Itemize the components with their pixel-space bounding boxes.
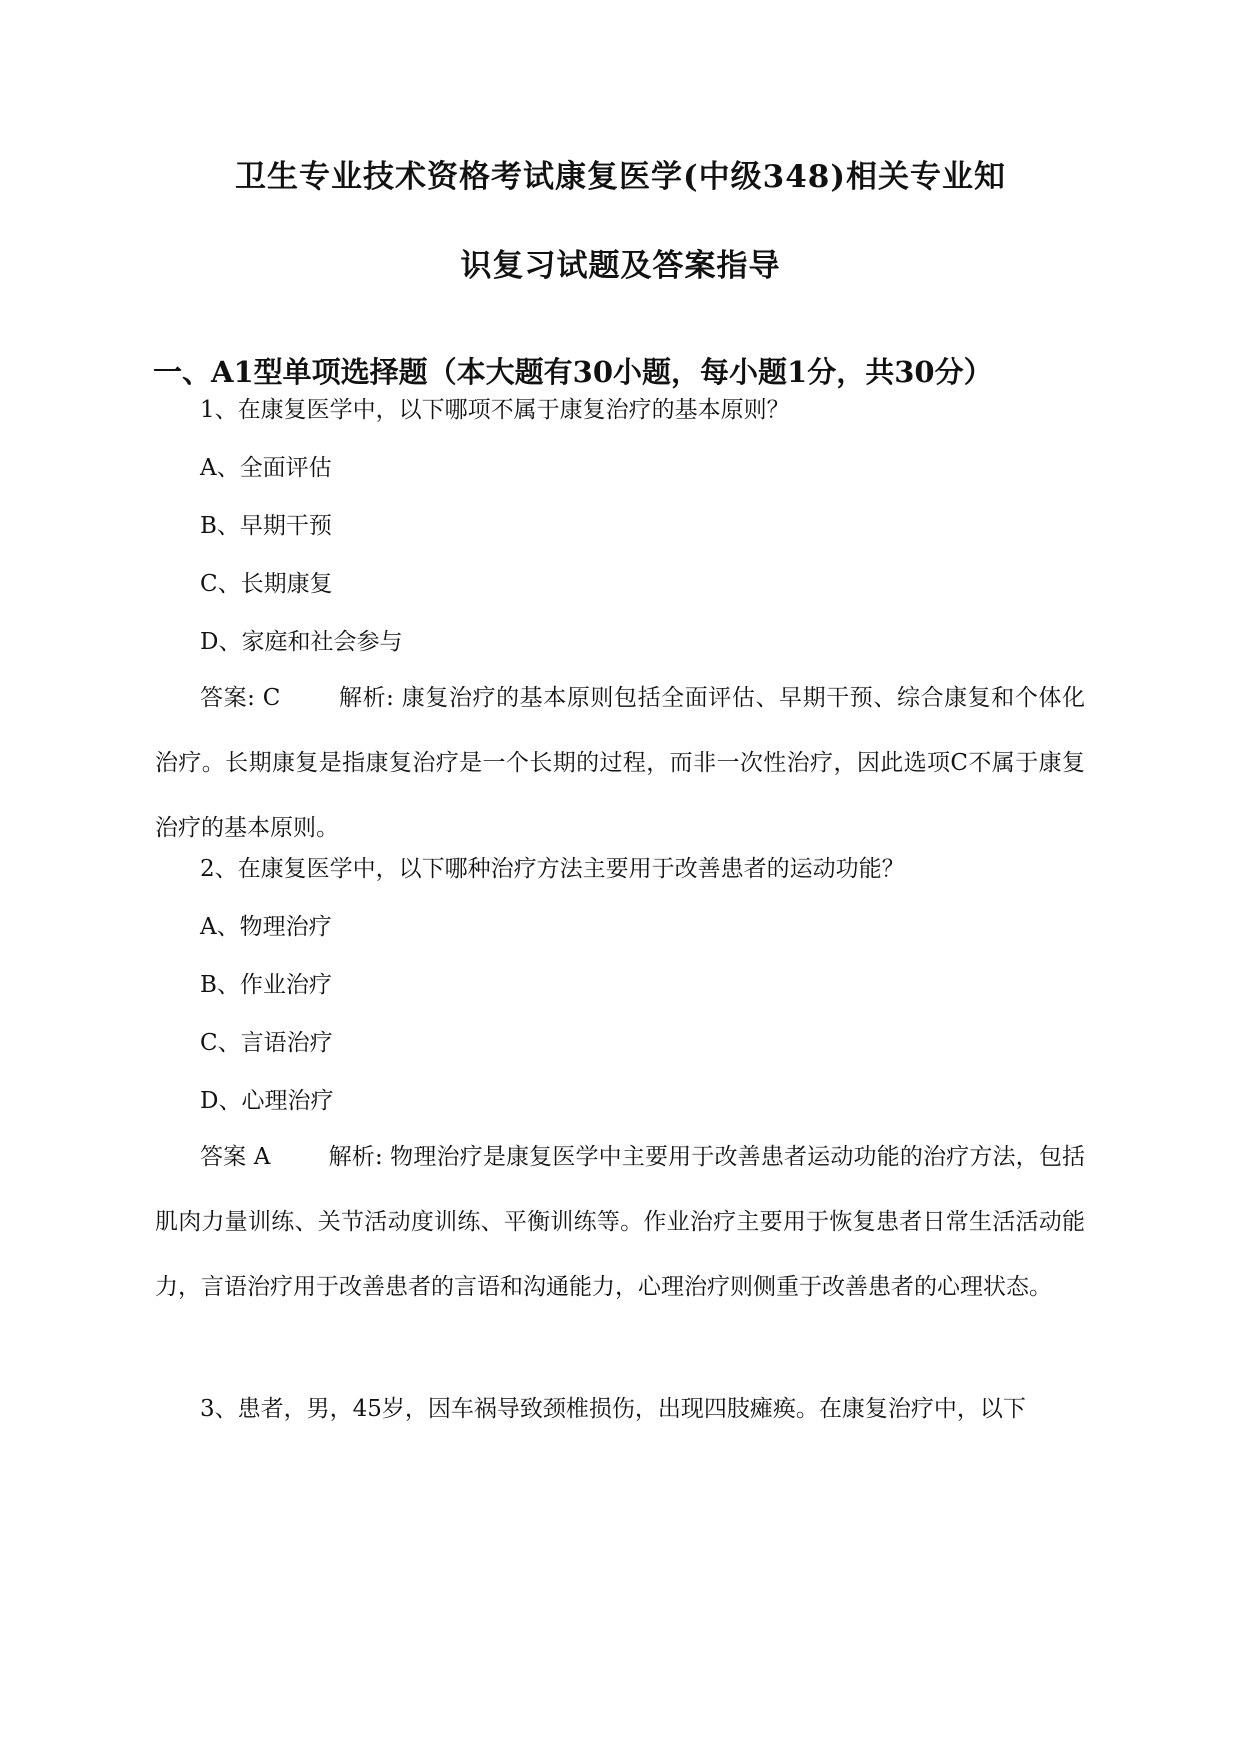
question-2-option-b: B、作业治疗 (200, 972, 332, 998)
question-2-option-a: A、物理治疗 (200, 914, 332, 940)
question-2-analysis: 解析: 物理治疗是康复医学中主要用于改善患者运动功能的治疗方法，包括肌肉力量训练、关节活动度训练、平衡训练等。作业治疗主要用于恢复患者日常生活活动能力，言语治疗用于改善患者的言语和沟通能力，心理治疗则侧重于改善患者的心理状态。 (155, 1144, 1086, 1300)
question-1-analysis: 解析: 康复治疗的基本原则包括全面评估、早期干预、综合康复和个体化治疗。长期康复是指康复治疗是一个长期的过程，而非一次性治疗，因此选项C不属于康复治疗的基本原则。 (155, 685, 1085, 841)
question-1-option-d: D、家庭和社会参与 (200, 629, 403, 655)
question-1-option-a: A、全面评估 (200, 455, 332, 481)
question-2-answer-block (155, 1125, 1085, 1320)
question-1-stem: 1、在康复医学中，以下哪项不属于康复治疗的基本原则？ (200, 397, 790, 423)
question-1-option-c: C、长期康复 (200, 571, 333, 597)
question-1-answer-block (155, 666, 1085, 861)
question-3-stem: 3、患者，男，45岁，因车祸导致颈椎损伤，出现四肢瘫痪。在康复治疗中，以下 (200, 1396, 1026, 1422)
document-title-line-1: 卫生专业技术资格考试康复医学(中级348)相关专业知 (234, 159, 1007, 195)
question-2-option-d: D、心理治疗 (200, 1088, 334, 1114)
question-1-answer: 答案: C (200, 685, 281, 711)
question-2-option-c: C、言语治疗 (200, 1030, 333, 1056)
question-2-stem: 2、在康复医学中，以下哪种治疗方法主要用于改善患者的运动功能？ (200, 856, 905, 882)
section-heading: 一、A1型单项选择题（本大题有30小题，每小题1分，共30分） (153, 355, 993, 389)
question-1-option-b: B、早期干预 (200, 513, 332, 539)
question-2-answer: 答案 A (200, 1144, 271, 1170)
document-title-line-2: 识复习试题及答案指导 (460, 248, 781, 284)
